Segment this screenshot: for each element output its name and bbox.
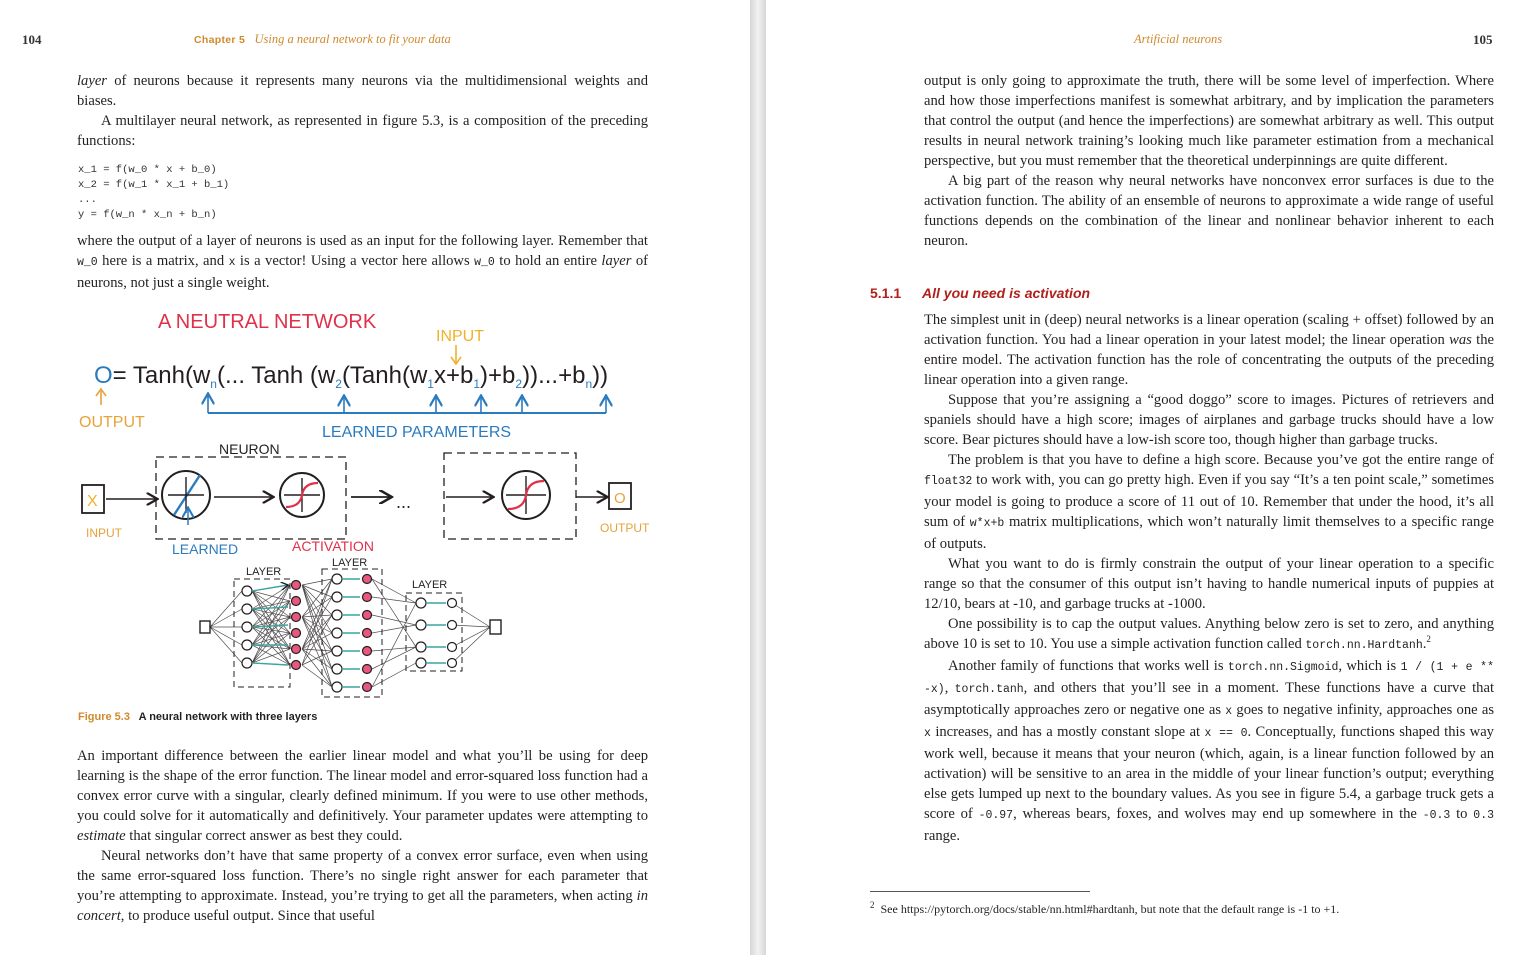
paragraph: layer of neurons because it represents many neurons via the multidimensional weights and biases.	[77, 73, 648, 109]
section-number: 5.1.1	[870, 285, 902, 301]
figure-caption	[78, 711, 317, 723]
paragraph: What you want to do is firmly constrain the output of your linear operation to a specific range so that the consumer of this output isn’t having to handle numerical inputs of puppies at 12/10, bears at -10, and garbage trucks at -1000.	[924, 556, 1494, 612]
paragraph: A big part of the reason why neural networks have nonconvex error surfaces is due to the activation function. The ability of an ensemble of neurons to approximate a wide range of useful functions depends on the combination of the linear and nonlinear behavior inherent to each neuron.	[924, 173, 1494, 249]
running-head	[194, 32, 451, 47]
paragraph: where the output of a layer of neurons is used as an input for the following layer. Remember that w_0 here is a matrix, and x is a vector! Using a vector here allows w_0 to hold an entire layer of neurons, not just a single weight.	[77, 233, 648, 291]
ellipsis: ...	[396, 492, 412, 512]
paragraph: A multilayer neural network, as represented in figure 5.3, is a composition of the preceding functions:	[77, 113, 648, 149]
output-label-bottom: OUTPUT	[600, 521, 650, 535]
code-block: x_1 = f(w_0 * x + b_0) x_2 = f(w_1 * x_1 + b_1) ... y = f(w_n * x_n + b_n)	[78, 164, 230, 221]
footnote-rule	[870, 891, 1090, 892]
neuron-label: NEURON	[219, 441, 280, 457]
text-block-mid	[77, 231, 648, 293]
paragraph: Suppose that you’re assigning a “good doggo” score to images. Pictures of retrievers and spaniels should have a high score; images of airplanes and garbage trucks should have a low score. Bear pictures should have a low-ish score too, though higher than garbage trucks.	[924, 392, 1494, 448]
paragraph: output is only going to approximate the truth, there will be some level of imperfection. Where and how those imperfections manifest is somewhat arbitrary, and by implication the parameters that control the output (and hence the imperfections) are somewhat arbitrary as well. This output results in neural network training’s looking much like parameter estimation from a mechanical perspective, but you must remember that the theoretical underpinnings are quite different.	[924, 73, 1494, 169]
equation: $O= Tanh(w_n$(... Tanh $(w_2(Tanh(w_1x+b_1)+b_2))...+b_n$))	[94, 362, 609, 391]
text-block-top	[77, 71, 648, 151]
section-title: All you need is activation	[922, 285, 1091, 301]
input-label-bottom: INPUT	[86, 526, 122, 540]
text-block-right-main	[924, 310, 1494, 846]
page-number-right: 105	[1473, 32, 1493, 47]
chapter-label: Chapter 5	[194, 34, 246, 46]
book-gutter	[750, 0, 766, 955]
text-block-right-top	[924, 71, 1494, 251]
layer-label-1: LAYER	[246, 566, 282, 578]
input-label-top: INPUT	[436, 328, 484, 345]
paragraph: The simplest unit in (deep) neural networks is a linear operation (scaling + offset) followed by an activation function. You had a linear operation in your latest model; the linear operation was the entire model. The activation function has the role of concentrating the outputs of the preceding linear operation into a given range.	[924, 312, 1494, 388]
input-x: X	[87, 493, 98, 510]
output-o: O	[614, 490, 626, 507]
hardtanh-link[interactable]: https://pytorch.org/docs/stable/nn.html#hardtanh	[900, 902, 1135, 916]
paragraph: One possibility is to cap the output values. Anything below zero is set to zero, and anything above 10 is set to 10. You use a simple activation function called torch.nn.Hardtanh.$^2$	[924, 616, 1494, 652]
paragraph: The problem is that you have to define a high score. Because you’ve got the entire range of float32 to work with, you can go pretty high. Even if you say “It’s a ten point scale,” sometimes your model is going to produce a score of 11 out of 10. Remember that under the hood, it’s all sum of w*x+b matrix multiplications, which won’t naturally limit themselves to a specific range of outputs.	[924, 452, 1495, 552]
running-head-right: Artificial neurons	[1134, 32, 1223, 46]
page-number: 104	[22, 32, 42, 47]
learned-parameters-label: LEARNED PARAMETERS	[322, 424, 512, 441]
text-block-bottom	[77, 746, 648, 926]
layer-label-2: LAYER	[332, 557, 368, 569]
paragraph: Another family of functions that works well is torch.nn.Sigmoid, which is 1 / (1 + e ** -x), torch.tanh, and others that you’ll see in a moment. These functions have a curve that asymptotically approaches zero or negative one as x goes to negative infinity, approaches one as x increases, and has a mostly constant slope at x == 0. Conceptually, functions shaped this way work well, because it means that your neuron (which, again, is a linear function followed by an activation) will be sensitive to an area in the middle of your linear function’s output; everything else gets lumped up next to the boundary values. As you see in figure 5.4, a garbage truck gets a score of -0.97, whereas bears, foxes, and wolves may end up somewhere in the -0.3 to 0.3 range.	[924, 658, 1495, 844]
section-heading	[870, 285, 1090, 301]
chapter-title: Using a neural network to fit your data	[254, 32, 451, 46]
footnote-ref[interactable]: 2	[1426, 634, 1431, 645]
paragraph: Neural networks don’t have that same property of a convex error surface, even when using the same error-squared loss function. There’s no single right answer for each parameter that you’re attempting to approximate. Instead, you’re trying to get all the parameters, when acting in concert, to produce useful output. Since that useful	[77, 848, 648, 924]
learned-label: LEARNED	[172, 541, 239, 557]
layer-label-3: LAYER	[412, 579, 448, 591]
left-page	[0, 0, 750, 955]
caption-text: A neural network with three layers	[138, 711, 318, 723]
paragraph: An important difference between the earlier linear model and what you’ll be using for deep learning is the shape of the error function. The linear model and error-squared loss function had a convex error curve with a singular, clearly defined minimum. If you were to use other methods, you could solve for it automatically and definitively. Your parameter updates were attempting to estimate that singular correct answer as best they could.	[77, 748, 648, 844]
caption-label: Figure 5.3	[78, 711, 130, 723]
footnote: $^2$ See https://pytorch.org/docs/stable/nn.html#hardtanh, but note that the default range is -1 to +1.	[870, 900, 1340, 916]
activation-label: ACTIVATION	[292, 538, 374, 554]
output-label-top: OUTPUT	[79, 414, 145, 431]
neural-network-figure	[76, 303, 650, 703]
figure-title: A NEUTRAL NETWORK	[158, 311, 377, 333]
